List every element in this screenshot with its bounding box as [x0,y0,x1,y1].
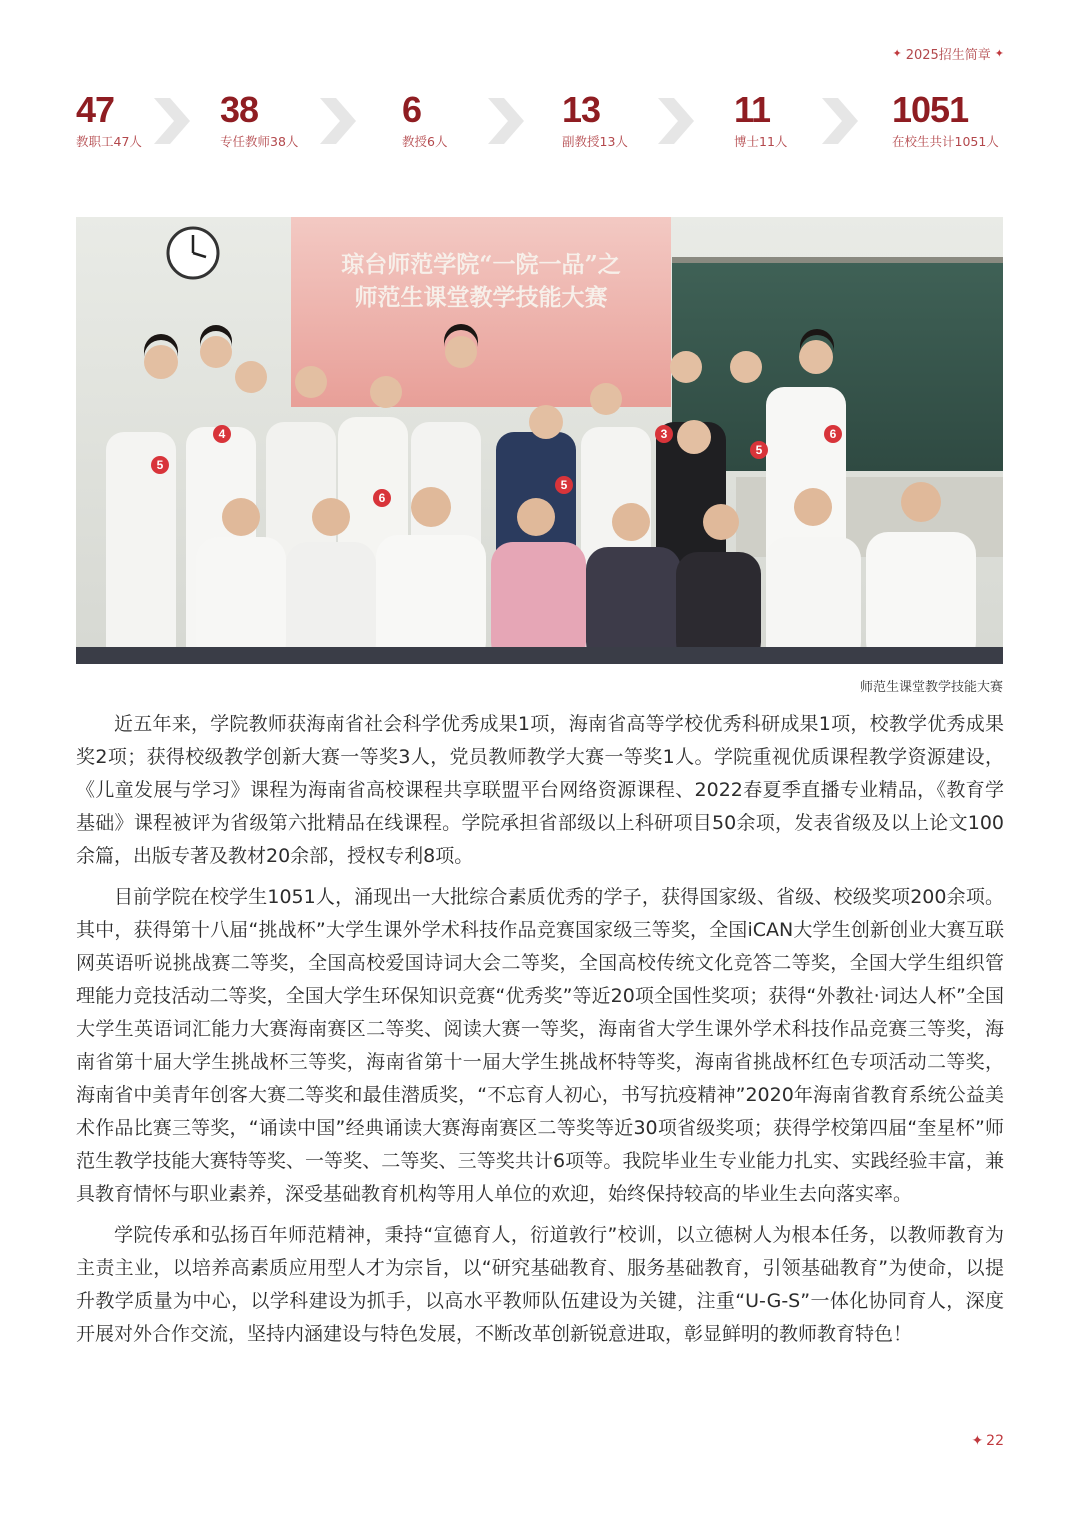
chevron-right-icon [320,98,356,144]
stat-number: 11 [734,89,771,130]
stat-associate-professors [562,89,628,162]
svg-text:5: 5 [156,458,164,472]
chevron-right-icon [658,98,694,144]
stat-label: 在校生共计1051人 [892,134,999,149]
stat-doctors [734,89,788,162]
paragraph-faculty-achievements: 近五年来，学院教师获海南省社会科学优秀成果1项，海南省高等学校优秀科研成果1项，校教学优秀成果奖2项；获得校级教学创新大赛一等奖3人，党员教师教学大赛一等奖1人。学院重视优质课程教学资源建设，《儿童发展与学习》课程为海南省高校课程共享联盟平台网络资源课程、2022春夏季直播专业精品，《教育学基础》课程被评为省级第六批精品在线课程。学院承担省部级以上科研项目50余项，发表省级及以上论文100余篇，出版专著及教材20余部，授权专利8项。 [76,713,1004,867]
chevron-right-icon [822,98,858,144]
stat-number: 1051 [892,89,969,130]
brochure-header-tag [892,44,1004,63]
page-number-text: 22 [986,1433,1004,1449]
svg-text:4: 4 [218,427,226,441]
photo-caption: 师范生课堂教学技能大赛 [859,680,1003,695]
group-photo-illustration [76,217,1003,664]
banner-line-1: 琼台师范学院“一院一品”之 [341,251,621,278]
stat-label: 教授6人 [402,134,448,149]
svg-text:3: 3 [660,427,668,441]
stat-label: 教职工47人 [76,134,142,149]
stat-label: 副教授13人 [562,134,628,149]
stat-fulltime-teachers [220,89,299,162]
header-tag-text: 2025招生简章 [905,48,991,63]
stat-number: 38 [220,89,259,130]
stat-label: 博士11人 [734,134,788,149]
group-photo [76,217,1003,664]
projection-screen [291,217,671,407]
svg-text:5: 5 [560,478,568,492]
paragraph-student-awards: 目前学院在校学生1051人，涌现出一大批综合素质优秀的学子，获得国家级、省级、校级奖项200余项。其中，获得第十八届“挑战杯”大学生课外学术科技作品竞赛国家级三等奖，全国iCAN大学生创新创业大赛互联网英语听说挑战赛二等奖，全国高校爱国诗词大会二等奖，全国高校传统文化竞答二等奖，全国大学生组织管理能力竞技活动二等奖，全国大学生环保知识竞赛“优秀奖”等近20项全国性奖项；获得“外教社·词达人杯”全国大学生英语词汇能力大赛海南赛区二等奖、阅读大赛一等奖，海南省大学生课外学术科技作品竞赛三等奖，海南省第十届大学生挑战杯三等奖，海南省第十一届大学生挑战杯特等奖，海南省挑战杯红色专项活动二等奖，海南省中美青年创客大赛二等奖和最佳潜质奖，“不忘育人初心，书写抗疫精神”2020年海南省教育系统公益美术作品比赛三等奖，“诵读中国”经典诵读大赛海南赛区二等奖等近30项省级奖项；获得学校第四届“奎星杯”师范生教学技能大赛特等奖、一等奖、二等奖、三等奖共计6项等。我院毕业生专业能力扎实、实践经验丰富，兼具教育情怀与职业素养，深受基础教育机构等用人单位的欢迎，始终保持较高的毕业生去向落实率。 [76,886,1004,1205]
stat-number: 13 [562,89,601,130]
paragraph-mission: 学院传承和弘扬百年师范精神，秉持“宣德育人，衍道敦行”校训，以立德树人为根本任务，以教师教育为主责主业，以培养高素质应用型人才为宗旨，以“研究基础教育、服务基础教育，引领基础教育”为使命，以提升教学质量为中心，以学科建设为抓手，以高水平教师队伍建设为关键，注重“U-G-S”一体化协同育人，深度开展对外合作交流，坚持内涵建设与特色发展，不断改革创新锐意进取，彰显鲜明的教师教育特色！ [76,1224,1004,1345]
svg-text:5: 5 [755,443,763,457]
stats-row [76,89,1006,162]
stat-number: 6 [402,89,422,130]
stat-professors [402,89,448,162]
svg-text:6: 6 [829,427,837,441]
chevron-right-icon [154,98,190,144]
svg-text:6: 6 [378,491,386,505]
chevron-right-icon [488,98,524,144]
stat-students [892,89,999,162]
article-body [76,708,1004,1359]
clock-icon [168,228,218,278]
stat-number: 47 [76,89,115,130]
stat-label: 专任教师38人 [220,134,299,149]
banner-line-2: 师范生课堂教学技能大赛 [354,284,608,311]
sparkle-icon: ✦ [892,47,902,60]
sparkle-icon: ✦ [971,1433,984,1449]
stat-staff [76,89,142,162]
page-number [971,1433,1004,1449]
sparkle-icon: ✦ [994,47,1004,60]
